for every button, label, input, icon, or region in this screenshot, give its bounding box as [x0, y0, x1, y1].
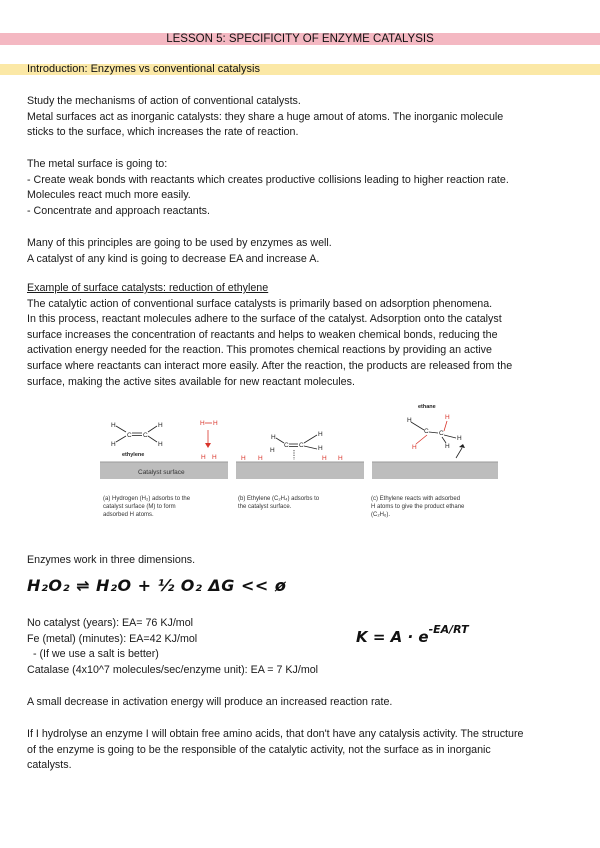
svg-text:(b) Ethylene (C₂H₄) adsorbs to: (b) Ethylene (C₂H₄) adsorbs to [238, 496, 320, 502]
catalyst-surface-b [236, 462, 364, 479]
paragraph-principles: Many of this principles are going to be used by enzymes as well. A catalyst of any kind is going to decrease EA and increase A. [27, 237, 332, 265]
label-ethylene: ethylene [122, 452, 145, 458]
svg-text:H: H [241, 455, 246, 462]
svg-text:H: H [158, 422, 163, 429]
svg-text:(c) Ethylene reacts with adso: (c) Ethylene reacts with adsorbed [371, 496, 461, 502]
svg-text:the catalyst surface.: the catalyst surface. [238, 504, 292, 510]
svg-text:H: H [111, 422, 116, 429]
paragraph-hydrolysis: If I hydrolyse an enzyme I will obtain free amino acids, that don't have any catalysis activity. The structure of the enzyme is going to be the responsible of the catalytic activity, not the surface as in inorganic catalysts. [27, 728, 524, 772]
svg-text:H atoms to give the product et: H atoms to give the product ethane [371, 504, 465, 510]
svg-text:H: H [412, 444, 417, 451]
svg-text:(C₂H₆).: (C₂H₆). [371, 512, 391, 518]
svg-text:H: H [338, 455, 343, 462]
svg-text:H: H [445, 414, 450, 421]
svg-text:H: H [445, 443, 450, 450]
svg-text:H: H [212, 454, 217, 461]
svg-text:H: H [271, 434, 276, 441]
paragraph-metal-surface: The metal surface is going to: - Create weak bonds with reactants which creates productive collisions leading to higher reaction rate. Molecules react much more easily. - Concentrate and approach reactants. [27, 158, 509, 217]
svg-text:H: H [457, 435, 462, 442]
svg-text:H: H [407, 417, 412, 424]
label-ethane: ethane [418, 404, 436, 410]
handwritten-equation: H₂O₂ ⇌ H₂O + ½ O₂ ΔG << ø [27, 576, 287, 595]
svg-text:C: C [299, 442, 304, 449]
svg-text:H: H [322, 455, 327, 462]
page-title: LESSON 5: SPECIFICITY OF ENZYME CATALYSIS [166, 33, 434, 45]
svg-text:H: H [158, 441, 163, 448]
svg-text:(a) Hydrogen (H₂) adsorbs to t: (a) Hydrogen (H₂) adsorbs to the [103, 496, 191, 502]
enzymes-dimensions: Enzymes work in three dimensions. [27, 554, 196, 566]
paragraph-conventional-catalysts: Study the mechanisms of action of conventional catalysts. Metal surfaces act as inorganic catalysts: they share a huge amout of atoms. The inorganic molecule sticks to the surface, which increases the rate of reaction. [27, 95, 504, 139]
ethylene-reduction-figure [100, 400, 498, 528]
svg-text:C: C [439, 430, 444, 437]
svg-text:H: H [200, 420, 205, 427]
handwritten-arrhenius: $K = A \cdot e^{-EA/RT}$ [356, 623, 469, 646]
label-catalyst-surface: Catalyst surface [138, 469, 185, 476]
svg-text:adsorbed H atoms.: adsorbed H atoms. [103, 512, 154, 518]
example-heading: Example of surface catalysts: reduction of ethylene [27, 282, 269, 294]
svg-text:C: C [143, 432, 148, 439]
activation-energy-list: No catalyst (years): EA= 76 KJ/mol Fe (metal) (minutes): EA=42 KJ/mol - (If we use a salt is better) Catalase (4x10^7 molecules/sec/enzyme unit): EA = 7 KJ/mol [27, 617, 319, 676]
catalyst-surface-c [372, 462, 498, 479]
svg-text:H: H [318, 445, 323, 452]
svg-text:H: H [270, 447, 275, 454]
svg-text:catalyst surface (M) to form: catalyst surface (M) to form [103, 504, 176, 510]
paragraph-activation-decrease: A small decrease in activation energy will produce an increased reaction rate. [27, 696, 393, 708]
paragraph-surface-catalysts: Example of surface catalysts: reduction of ethylene The catalytic action of conventional surface catalysts is primarily based on adsorption phenomena. In this process, reactant molecules adhere to the surface of the catalyst. Adsorption onto the catalyst surface increases the concentration of reactants and helps to weaken chemical bonds, reducing the activation energy needed for the reaction. This promotes chemical reactions by providing an active surface where reactants can interact more easily. After the reaction, the products are released from the surface, making the active sites available for new reactant molecules. [27, 281, 577, 390]
svg-text:H: H [258, 455, 263, 462]
svg-text:H: H [318, 431, 323, 438]
svg-text:C: C [284, 442, 289, 449]
svg-text:C: C [127, 432, 132, 439]
svg-text:H: H [213, 420, 218, 427]
section-heading: Introduction: Enzymes vs conventional catalysis [27, 63, 260, 75]
svg-text:H: H [201, 454, 206, 461]
svg-text:H: H [111, 441, 116, 448]
svg-text:C: C [424, 428, 429, 435]
arrhenius-exponent: -EA/RT [428, 623, 469, 636]
